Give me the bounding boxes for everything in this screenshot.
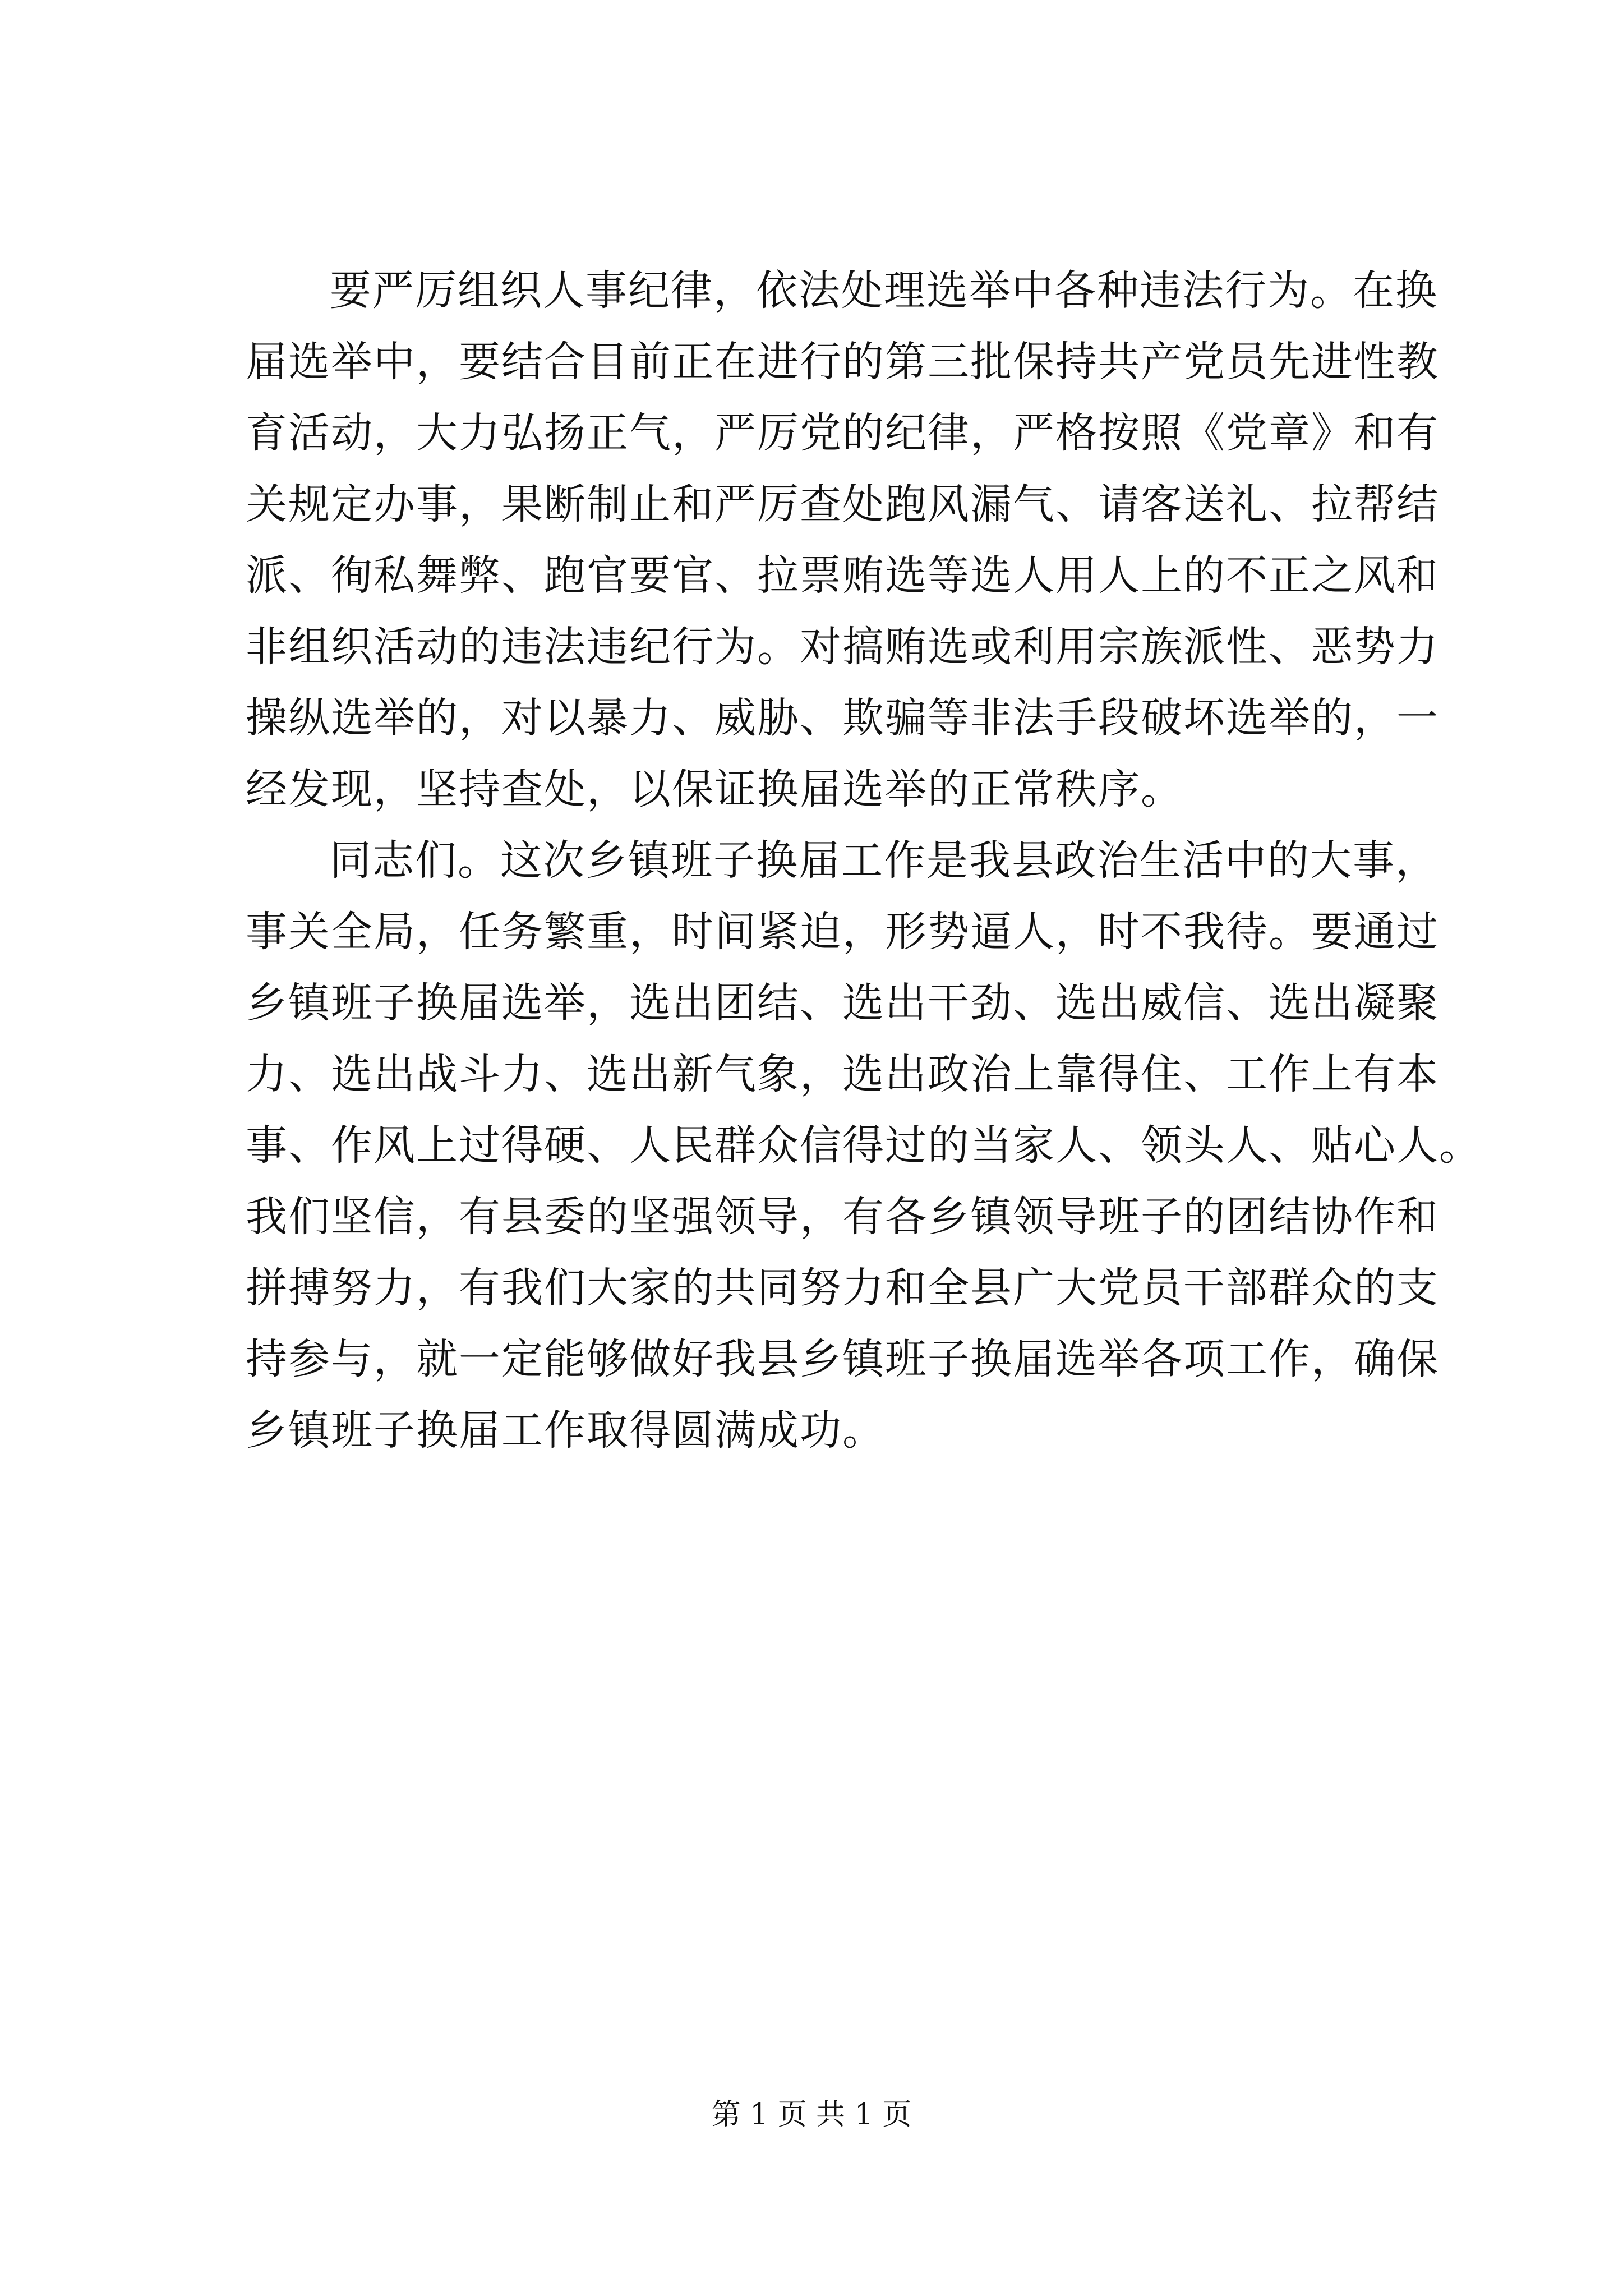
paragraph-2-line-4: 力、选出战斗力、选出新气象，选出政治上靠得住、工作上有本 [246,1050,1439,1098]
document-body [246,255,1482,1466]
paragraph-1-line-2: 届选举中，要结合目前正在进行的第三批保持共产党员先进性教 [246,338,1439,386]
paragraph-1-line-5: 派、徇私舞弊、跑官要官、拉票贿选等选人用人上的不正之风和 [246,551,1439,600]
paragraph-1-line-6: 非组织活动的违法违纪行为。对搞贿选或利用宗族派性、恶势力 [246,623,1439,671]
paragraph-1-line-8: 经发现，坚持查处，以保证换届选举的正常秩序。 [246,765,1183,813]
paragraph-2-line-1: 同志们。这次乡镇班子换届工作是我县政治生活中的大事， [330,836,1438,885]
paragraph-1-line-4: 关规定办事，果断制止和严厉查处跑风漏气、请客送礼、拉帮结 [246,480,1439,528]
paragraph-1-line-7: 操纵选举的，对以暴力、威胁、欺骗等非法手段破坏选举的，一 [246,694,1439,742]
paragraph-2-line-8: 持参与，就一定能够做好我县乡镇班子换届选举各项工作，确保 [246,1335,1439,1383]
paragraph-1-line-1: 要严厉组织人事纪律，依法处理选举中各种违法行为。在换 [330,266,1438,315]
paragraph-2-line-6: 我们坚信，有县委的坚强领导，有各乡镇领导班子的团结协作和 [246,1193,1439,1241]
paragraph-1-line-3: 育活动，大力弘扬正气，严厉党的纪律，严格按照《党章》和有 [246,409,1439,457]
paragraph-2-line-5: 事、作风上过得硬、人民群众信得过的当家人、领头人、贴心人。 [246,1121,1482,1170]
paragraph-2-line-9: 乡镇班子换届工作取得圆满成功。 [246,1406,885,1455]
page-number-footer: 第 1 页 共 1 页 [711,2098,912,2132]
paragraph-2-line-7: 拼搏努力，有我们大家的共同努力和全县广大党员干部群众的支 [246,1264,1439,1312]
paragraph-2-line-3: 乡镇班子换届选举，选出团结、选出干劲、选出威信、选出凝聚 [246,979,1439,1027]
paragraph-2-line-2: 事关全局，任务繁重，时间紧迫，形势逼人，时不我待。要通过 [246,908,1439,956]
